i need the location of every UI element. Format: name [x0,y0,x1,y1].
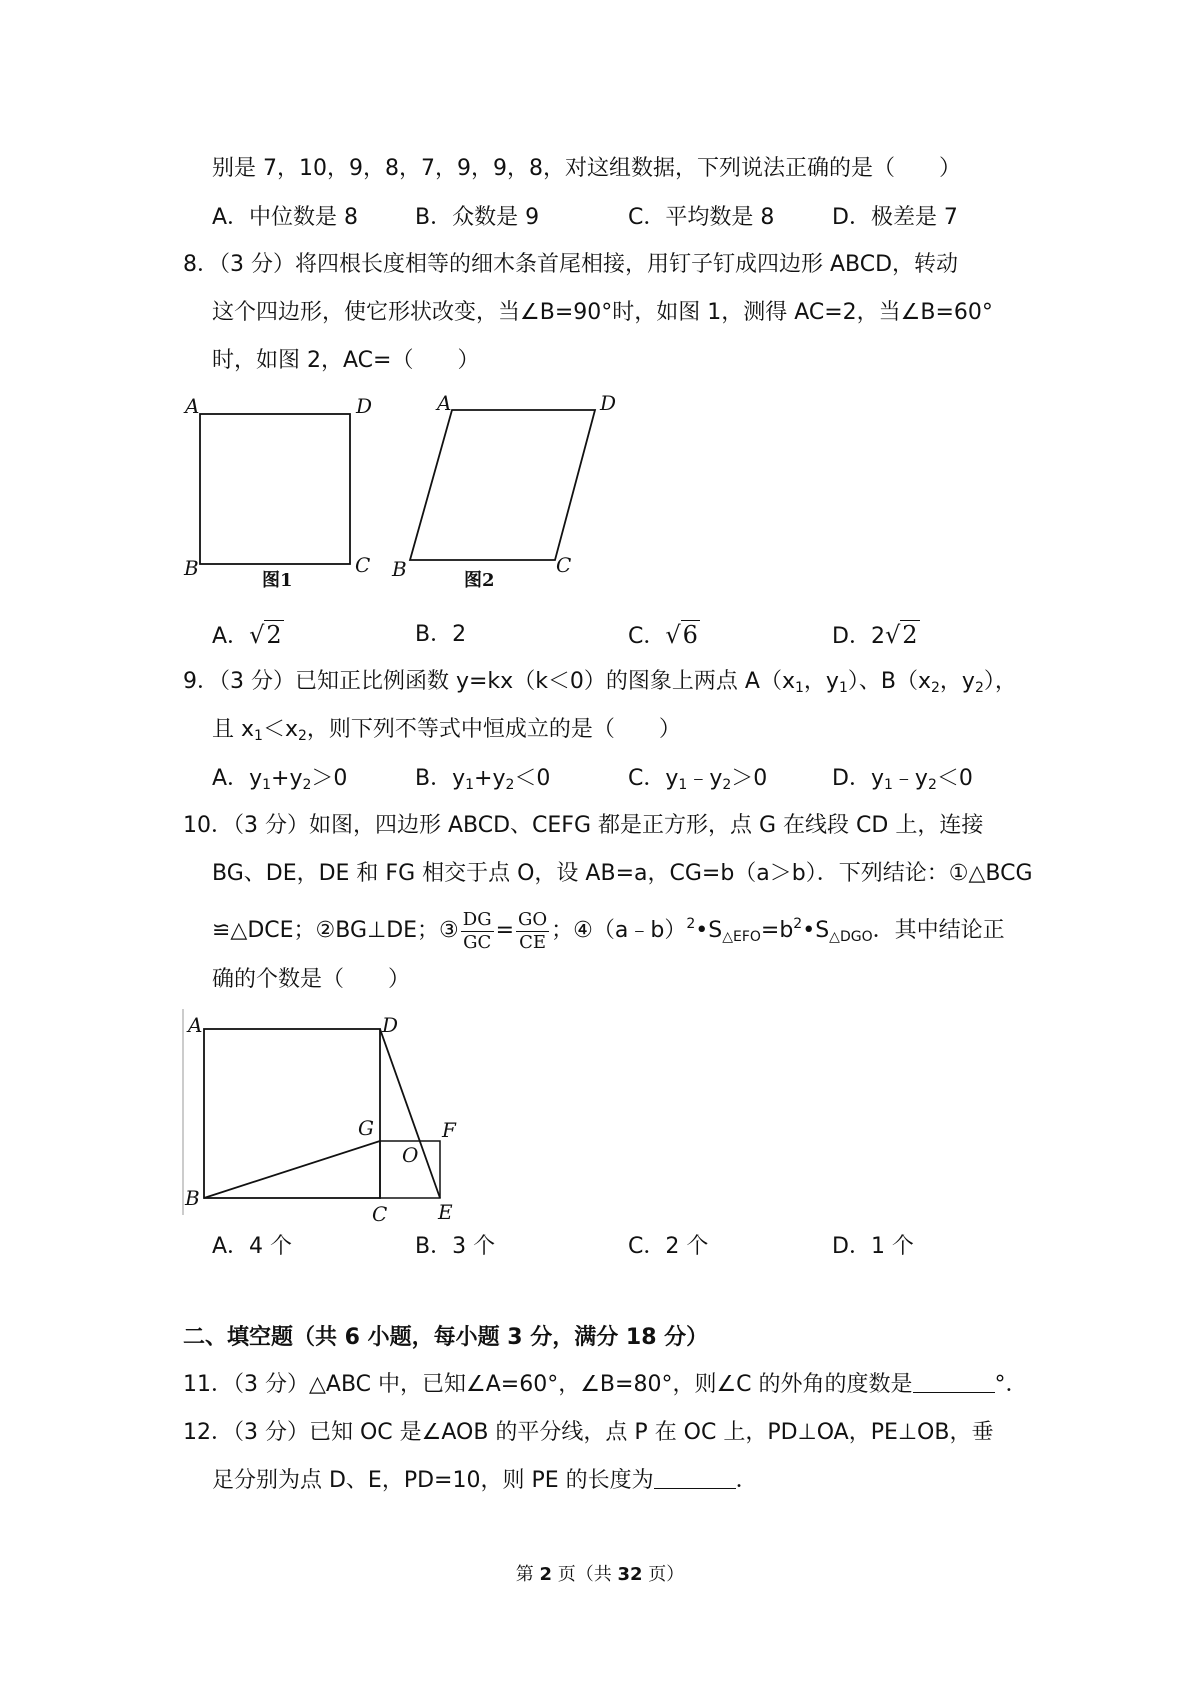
q9-line1: 9．（3 分）已知正比例函数 y=kx（k＜0）的图象上两点 $A(x_1$，$y_1$）、$B(x_2$，$y_2$）， [183,669,1017,696]
q10-line3: ≌△DCE；②BG⊥DE；③ $\frac{DG}{GC}$ = $\frac{GO}{CE}$ ；$④(a﹣b)^2•S_{\triangle EFO}=b^2•S_{\triangle DGO}$．其中结论正 [212,908,1005,953]
q7-option-a: A．中位数是 8 [212,205,359,230]
fig3-label-b: B [185,1186,200,1210]
q9-line2: 且 $x_1<x_2$，则下列不等式中恒成立的是（ ） [212,717,681,744]
q7-line: 别是 7，10，9，8，7，9，9，8，对这组数据，下列说法正确的是（ ） [212,156,961,181]
fig1-label-d: D [356,394,373,418]
frac-go-ce: $\frac{GO}{CE}$ [518,908,548,953]
q11-blank [913,1370,995,1393]
q8-option-d: D．2√2 [832,621,918,649]
q12-line1: 12．（3 分）已知 OC 是∠AOB 的平分线，点 P 在 OC 上，PD⊥OA，PE⊥OB，垂 [183,1420,994,1445]
fig1-label-a: A [185,394,200,418]
fig2-label-a: A [437,391,452,415]
fig3-label-o: O [402,1143,419,1167]
q8-option-b: B．2 [415,622,467,647]
q12-line2: 足分别为点 D、E，PD=10，则 PE 的长度为 ． [212,1468,758,1493]
q8-option-a: A．√2 [212,621,282,649]
q8-fig1-square [183,394,372,591]
fig1-label-c: C [355,553,371,577]
q10-line2: BG、DE，DE 和 FG 相交于点 O，设 AB=a，CG=b（a＞b）．下列结论：①△BCG [212,861,1033,886]
fig2-label-d: D [600,391,617,415]
q8-option-c: C．√6 [628,621,698,649]
q7-option-d: D．极差是 7 [832,205,958,230]
fig3-label-e: E [438,1200,453,1224]
q7-option-b: B．众数是 9 [415,205,540,230]
q11-line: 11．（3 分）△ABC 中，已知∠A=60°，∠B=80°，则∠C 的外角的度数是 °． [183,1372,1028,1397]
page-footer: 第 2 页（共 32 页） [515,1564,685,1585]
q10-option-b: B．3 个 [415,1234,496,1259]
q10-line4: 确的个数是（ ） [212,967,411,992]
fig1-caption: 图1 [262,570,293,591]
q10-line1: 10．（3 分）如图，四边形 ABCD、CEFG 都是正方形，点 G 在线段 CD 上，连接 [183,813,984,838]
q9-option-c: C．$y_1﹣y_2>0$ [628,766,768,793]
q10-option-d: D．1 个 [832,1234,914,1259]
q10-figure [180,1005,470,1225]
fig3-label-d: D [382,1013,399,1037]
q8-line1: 8．（3 分）将四根长度相等的细木条首尾相接，用钉子钉成四边形 ABCD，转动 [183,252,959,277]
fig3-label-g: G [358,1116,374,1140]
q9-option-b: B．$y_1+y_2<0$ [415,766,551,793]
q12-blank [654,1466,736,1489]
q8-line3: 时，如图 2，AC=（ ） [212,348,480,373]
fig3-label-c: C [372,1202,388,1225]
q8-line2: 这个四边形，使它形状改变，当∠B=90°时，如图 1，测得 AC=2，当∠B=60° [212,300,993,325]
q10-option-c: C．2 个 [628,1234,709,1259]
q8-fig2-rhombus [391,391,616,591]
q7-option-c: C．平均数是 8 [628,205,775,230]
fig1-label-b: B [184,556,199,580]
fig2-caption: 图2 [464,570,495,591]
q10-option-a: A．4 个 [212,1234,293,1259]
fig3-label-a: A [188,1013,203,1037]
fig3-label-f: F [442,1118,456,1142]
fig2-label-b: B [392,557,407,581]
q8-figures [180,388,640,598]
fig2-label-c: C [556,553,572,577]
frac-dg-gc: $\frac{DG}{GC}$ [462,908,492,953]
section-heading-fill-in: 二、填空题（共 6 小题，每小题 3 分，满分 18 分） [183,1325,709,1350]
q9-option-d: D．$y_1﹣y_2<0$ [832,766,973,793]
q9-option-a: A．$y_1+y_2>0$ [212,766,348,793]
